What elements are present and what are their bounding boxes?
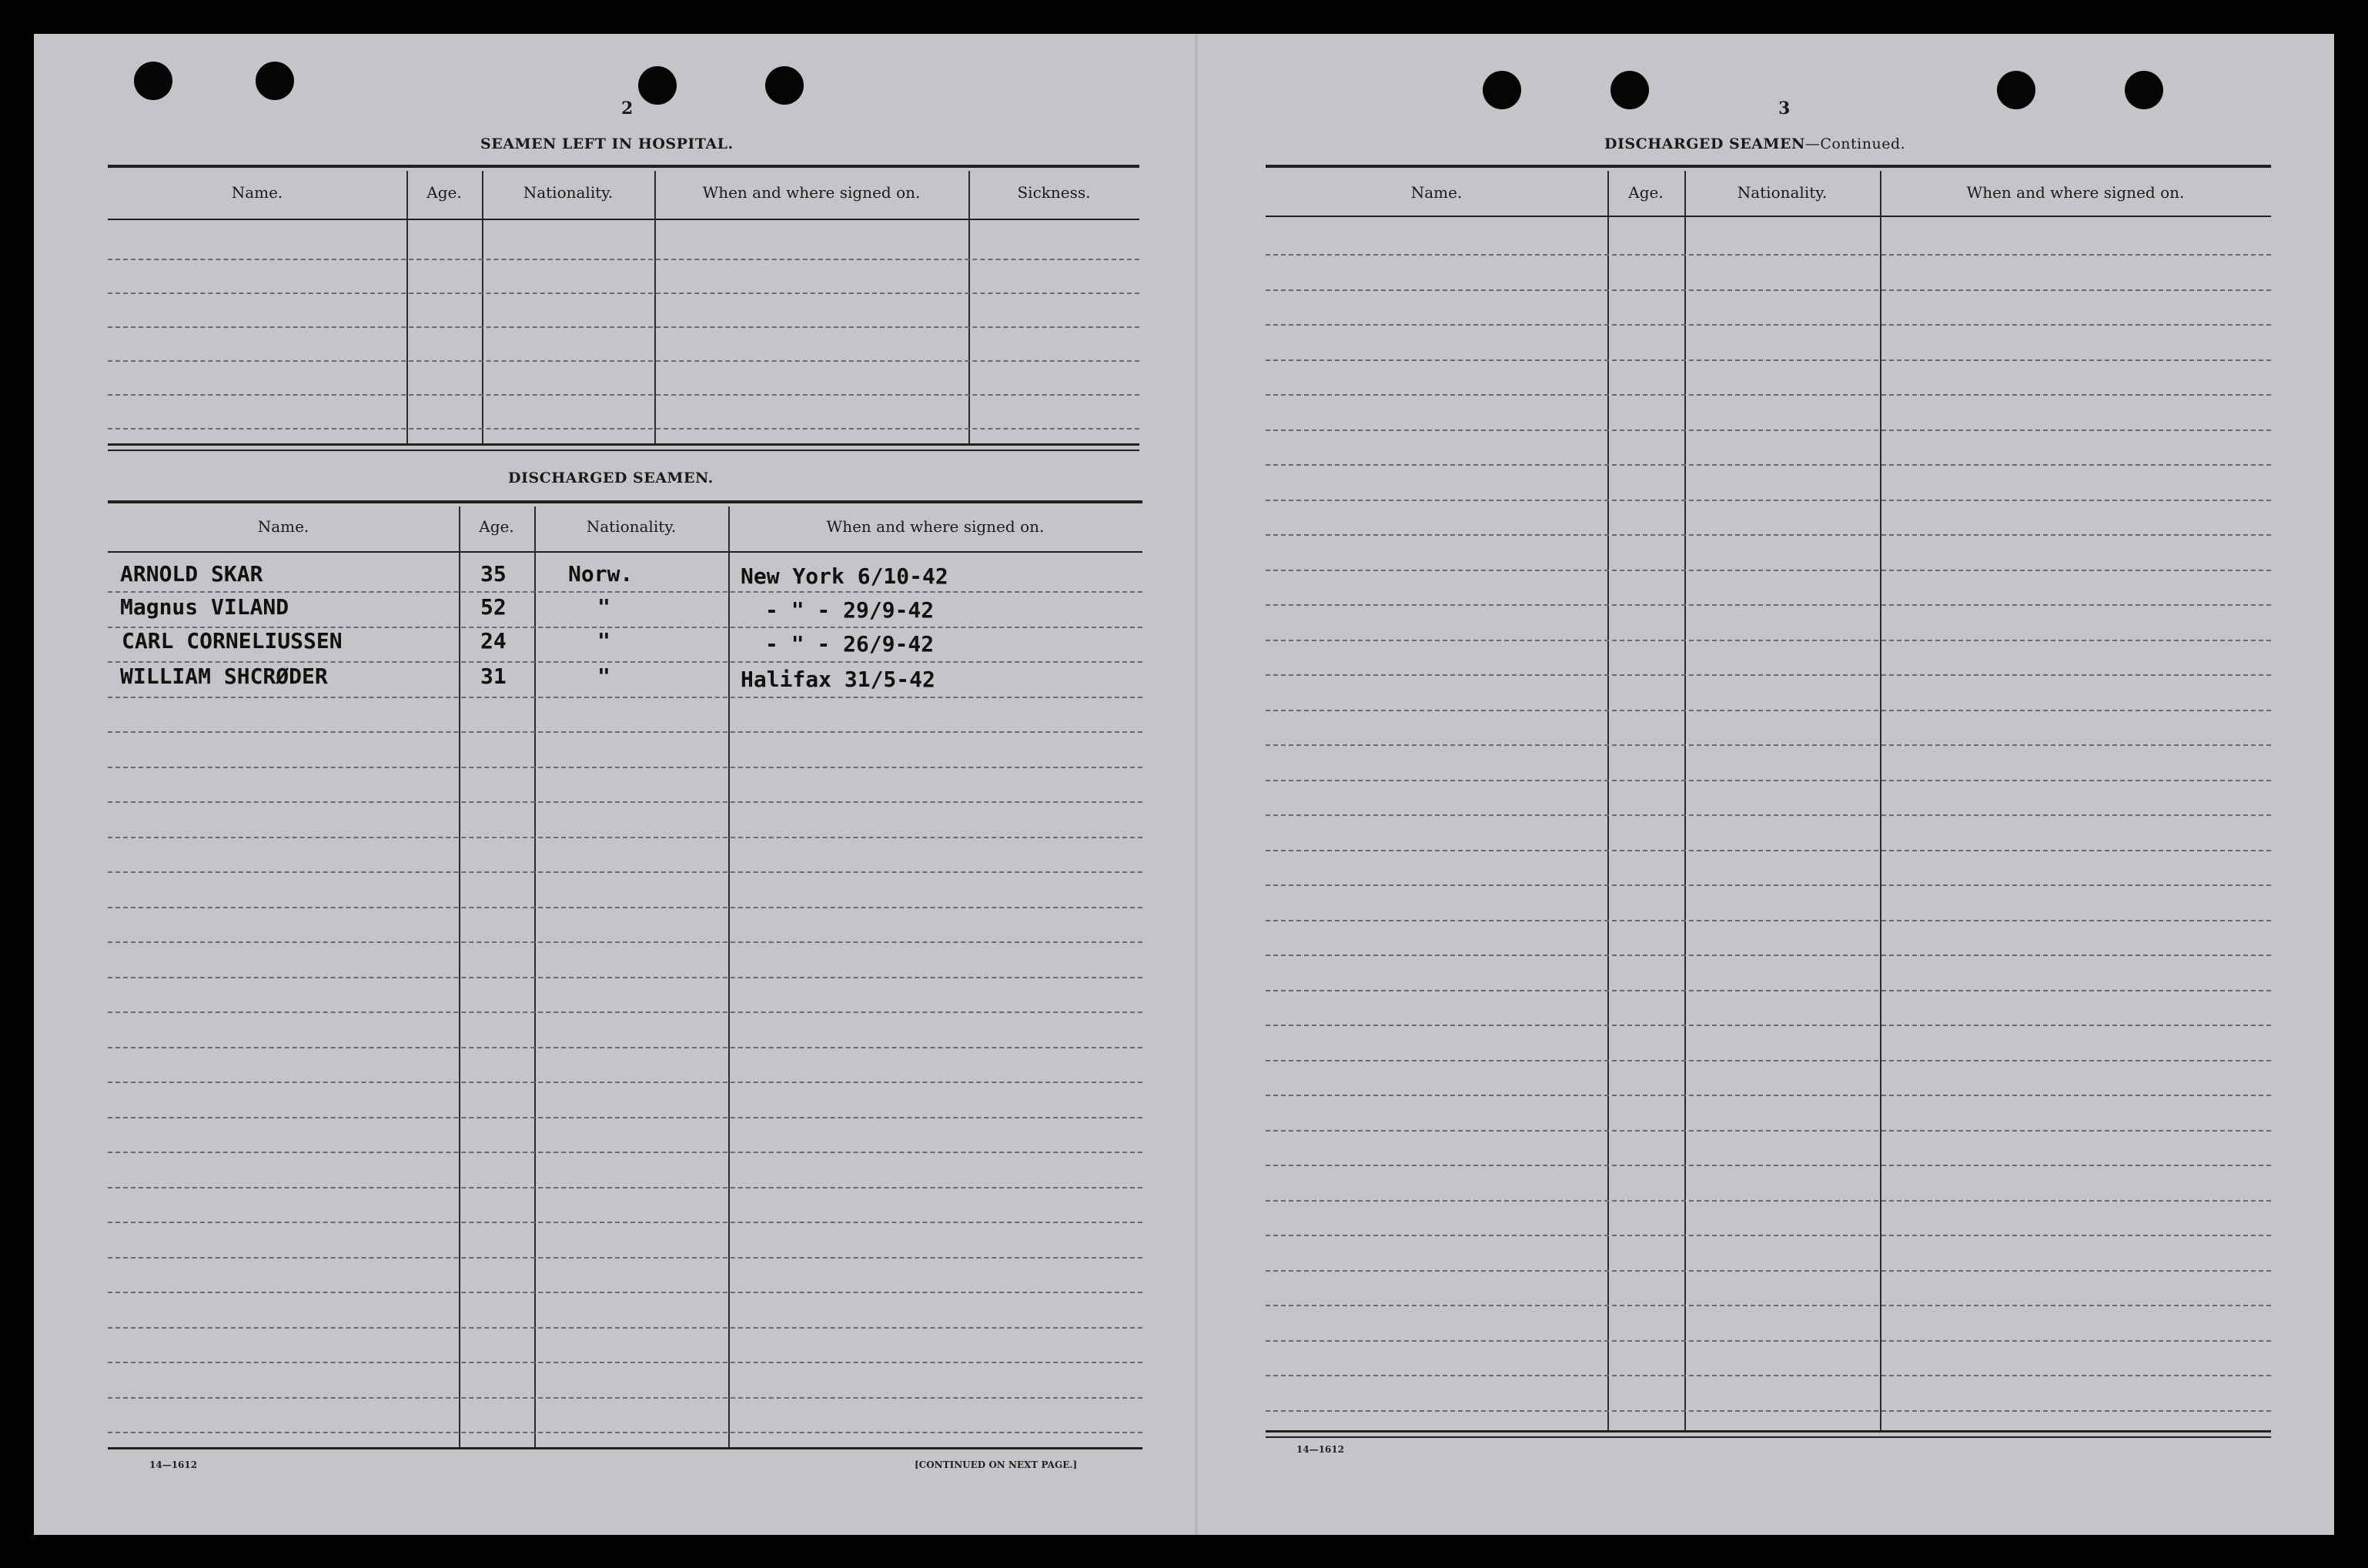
ruled-line xyxy=(108,1362,1142,1363)
ruled-line xyxy=(108,591,1142,593)
ruled-line xyxy=(108,1011,1142,1013)
page-number-right: 3 xyxy=(1778,99,1791,119)
hospital-section-title: SEAMEN LEFT IN HOSPITAL. xyxy=(480,135,734,152)
seaman-age: 52 xyxy=(480,594,507,620)
hospital-bottom-rule xyxy=(108,443,1139,446)
discharged-bottom-rule xyxy=(108,1447,1142,1449)
ruled-line xyxy=(1266,394,2271,396)
ruled-line xyxy=(1266,359,2271,361)
ruled-line xyxy=(1266,780,2271,781)
discharged-header-rule xyxy=(108,551,1142,553)
ruled-line xyxy=(108,1222,1142,1223)
ruled-line xyxy=(108,907,1142,908)
ruled-line xyxy=(1266,1025,2271,1026)
discharged-section-title: DISCHARGED SEAMEN. xyxy=(508,470,714,486)
ruled-line xyxy=(1266,640,2271,641)
right-header-name: Name. xyxy=(1410,183,1463,202)
ruled-line xyxy=(108,1152,1142,1153)
hospital-header-sickness: Sickness. xyxy=(1017,183,1091,202)
hospital-header-signed-on: When and where signed on. xyxy=(702,183,921,202)
title-suffix: —Continued. xyxy=(1804,135,1906,152)
discharged-continued-title xyxy=(1604,135,1905,152)
form-number-right: 14—1612 xyxy=(1296,1444,1345,1455)
ruled-line xyxy=(1266,955,2271,956)
ruled-line xyxy=(1266,814,2271,816)
ruled-line xyxy=(108,1082,1142,1083)
ruled-line xyxy=(1266,884,2271,886)
hospital-header-age: Age. xyxy=(426,183,462,202)
ruled-line xyxy=(108,697,1142,698)
binder-hole xyxy=(765,66,804,105)
right-header-nationality: Nationality. xyxy=(1737,183,1828,202)
seaman-signed-on: - " - 29/9-42 xyxy=(765,597,935,623)
ruled-line xyxy=(1266,289,2271,291)
ruled-line xyxy=(108,767,1142,768)
ruled-line xyxy=(1266,744,2271,746)
seaman-age: 31 xyxy=(480,664,507,689)
ruled-line xyxy=(1266,850,2271,851)
ruled-line xyxy=(1266,1340,2271,1342)
ruled-line xyxy=(1266,674,2271,676)
ruled-line xyxy=(108,360,1139,362)
ruled-line xyxy=(1266,570,2271,571)
continued-note: [CONTINUED ON NEXT PAGE.] xyxy=(915,1459,1078,1470)
ruled-line xyxy=(1266,1235,2271,1236)
discharged-header-nationality: Nationality. xyxy=(586,517,677,536)
ruled-line xyxy=(108,1292,1142,1293)
ruled-line xyxy=(1266,604,2271,606)
ruled-line xyxy=(108,977,1142,978)
binder-hole xyxy=(1610,71,1649,109)
center-fold xyxy=(1195,34,1198,1535)
ruled-line xyxy=(108,941,1142,943)
ruled-line xyxy=(108,1117,1142,1118)
hospital-col-divider xyxy=(968,171,970,443)
seaman-signed-on: Halifax 31/5-42 xyxy=(741,667,935,692)
ruled-line xyxy=(1266,710,2271,711)
right-top-rule xyxy=(1266,165,2271,168)
discharged-top-rule xyxy=(108,500,1142,503)
ruled-line xyxy=(108,1047,1142,1048)
ruled-line xyxy=(1266,1130,2271,1132)
hospital-bottom-rule-2 xyxy=(108,450,1139,451)
ruled-line xyxy=(1266,534,2271,536)
ruled-line xyxy=(1266,1165,2271,1166)
seaman-nationality: " xyxy=(597,594,610,620)
seaman-age: 35 xyxy=(480,561,507,587)
seaman-age: 24 xyxy=(480,628,507,654)
binder-hole xyxy=(1483,71,1521,109)
ruled-line xyxy=(1266,1410,2271,1412)
ruled-line xyxy=(1266,1060,2271,1061)
seaman-signed-on: - " - 26/9-42 xyxy=(765,631,935,657)
ruled-line xyxy=(108,871,1142,873)
ruled-line xyxy=(1266,254,2271,256)
title-main: DISCHARGED SEAMEN xyxy=(1604,135,1805,152)
seaman-nationality: Norw. xyxy=(568,561,634,587)
hospital-col-divider xyxy=(654,171,656,443)
binder-hole xyxy=(2125,71,2163,109)
right-bottom-rule-2 xyxy=(1266,1436,2271,1438)
ruled-line xyxy=(1266,1375,2271,1376)
right-header-signed-on: When and where signed on. xyxy=(1966,183,2185,202)
seaman-nationality: " xyxy=(597,628,610,654)
hospital-col-divider xyxy=(482,171,483,443)
right-bottom-rule xyxy=(1266,1430,2271,1433)
ruled-line xyxy=(108,1257,1142,1259)
ruled-line xyxy=(108,731,1142,733)
ruled-line xyxy=(1266,324,2271,326)
seaman-nationality: " xyxy=(597,664,610,689)
hospital-header-nationality: Nationality. xyxy=(523,183,614,202)
ruled-line xyxy=(108,1187,1142,1189)
hospital-top-rule xyxy=(108,165,1139,168)
ruled-line xyxy=(108,1397,1142,1399)
ruled-line xyxy=(1266,990,2271,991)
ruled-line xyxy=(1266,430,2271,431)
ruled-line xyxy=(108,259,1139,260)
seaman-signed-on: New York 6/10-42 xyxy=(741,563,948,589)
ruled-line xyxy=(1266,500,2271,501)
ruled-line xyxy=(108,837,1142,838)
binder-hole xyxy=(134,62,172,100)
seaman-name: WILLIAM SHCRØDER xyxy=(120,664,328,689)
ruled-line xyxy=(108,293,1139,294)
ruled-line xyxy=(1266,464,2271,466)
page-number-left: 2 xyxy=(621,99,634,119)
discharged-header-name: Name. xyxy=(257,517,309,536)
ruled-line xyxy=(1266,1305,2271,1306)
binder-hole xyxy=(638,66,677,105)
discharged-header-signed-on: When and where signed on. xyxy=(826,517,1045,536)
right-header-rule xyxy=(1266,216,2271,217)
document-sheet xyxy=(34,34,2334,1535)
hospital-col-divider xyxy=(406,171,408,443)
seaman-name: CARL CORNELIUSSEN xyxy=(122,628,343,654)
hospital-header-name: Name. xyxy=(231,183,283,202)
ruled-line xyxy=(108,326,1139,328)
ruled-line xyxy=(108,1432,1142,1433)
hospital-header-rule xyxy=(108,219,1139,220)
ruled-line xyxy=(108,1327,1142,1329)
ruled-line xyxy=(108,394,1139,396)
ruled-line xyxy=(1266,920,2271,921)
binder-hole xyxy=(1997,71,2035,109)
right-header-age: Age. xyxy=(1628,183,1664,202)
ruled-line xyxy=(1266,1200,2271,1202)
seaman-name: Magnus VILAND xyxy=(120,594,289,620)
ruled-line xyxy=(108,428,1139,430)
ruled-line xyxy=(1266,1095,2271,1096)
form-number-left: 14—1612 xyxy=(149,1459,198,1470)
binder-hole xyxy=(256,62,294,100)
ruled-line xyxy=(108,661,1142,663)
ruled-line xyxy=(1266,1270,2271,1272)
discharged-header-age: Age. xyxy=(479,517,514,536)
ruled-line xyxy=(108,801,1142,803)
seaman-name: ARNOLD SKAR xyxy=(120,561,263,587)
